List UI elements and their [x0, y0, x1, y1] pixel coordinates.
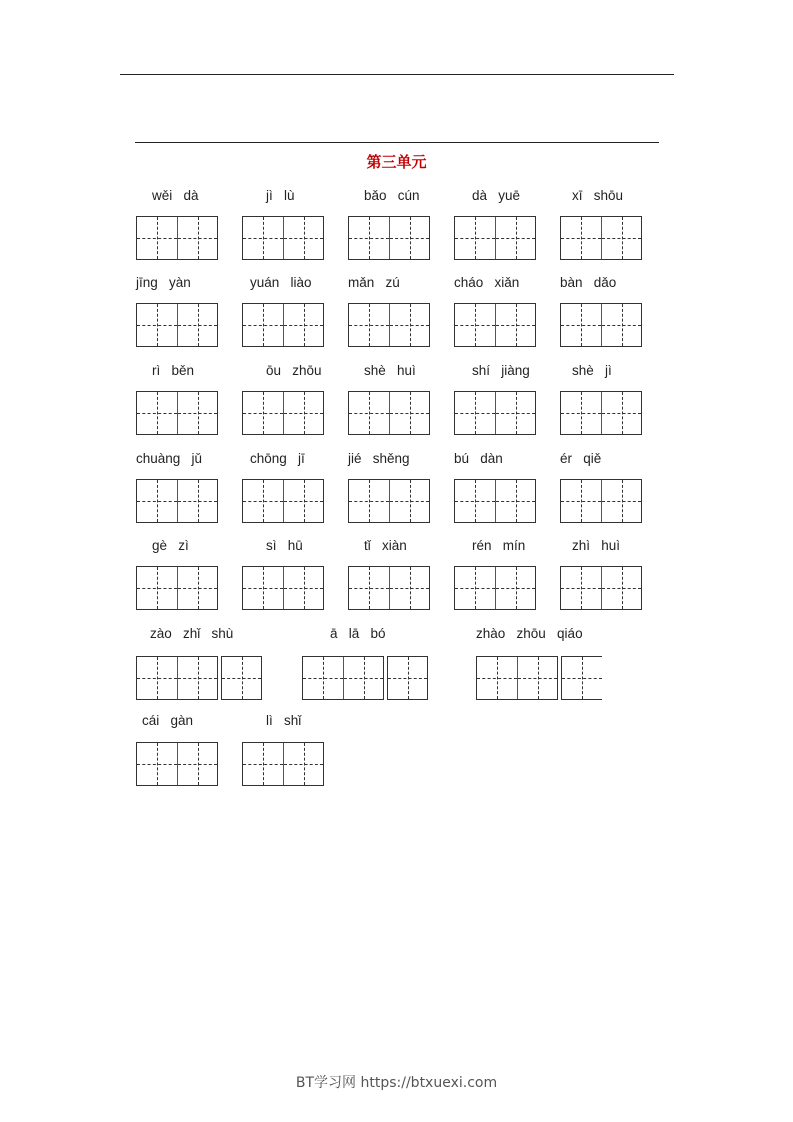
writing-cell[interactable]	[495, 304, 535, 346]
writing-grid-box[interactable]	[348, 216, 430, 260]
writing-cell[interactable]	[601, 480, 641, 522]
writing-cell[interactable]	[561, 392, 601, 434]
writing-cell[interactable]	[349, 392, 389, 434]
writing-cell[interactable]	[389, 480, 429, 522]
writing-grid-box[interactable]	[242, 303, 324, 347]
writing-cell[interactable]	[137, 304, 177, 346]
pinyin-label: zhì huì	[572, 538, 621, 553]
writing-grid-box[interactable]	[136, 566, 218, 610]
writing-cell[interactable]	[455, 304, 495, 346]
writing-cell[interactable]	[283, 304, 323, 346]
writing-cell[interactable]	[388, 657, 427, 699]
writing-grid-box[interactable]	[136, 391, 218, 435]
writing-cell[interactable]	[177, 567, 217, 609]
writing-cell[interactable]	[177, 392, 217, 434]
writing-grid-box[interactable]	[302, 656, 384, 700]
writing-cell[interactable]	[495, 392, 535, 434]
writing-grid-box[interactable]	[348, 391, 430, 435]
pinyin-label: bú dàn	[454, 451, 503, 466]
writing-cell[interactable]	[283, 392, 323, 434]
writing-cell[interactable]	[243, 567, 283, 609]
writing-cell[interactable]	[477, 657, 517, 699]
unit-title: 第三单元	[366, 153, 427, 171]
writing-grid-box[interactable]	[560, 303, 642, 347]
pinyin-label: zhào zhōu qiáo	[476, 626, 583, 641]
writing-grid-box[interactable]	[387, 656, 428, 700]
pinyin-label: zào zhǐ shù	[150, 626, 234, 641]
pinyin-label: tǐ xiàn	[364, 538, 407, 553]
writing-cell[interactable]	[561, 480, 601, 522]
pinyin-label: chuàng jǔ	[136, 451, 203, 466]
writing-grid-box[interactable]	[476, 656, 558, 700]
writing-grid-box[interactable]	[560, 216, 642, 260]
pinyin-label: cháo xiǎn	[454, 275, 520, 290]
pinyin-label: rì běn	[152, 363, 195, 378]
writing-grid-box[interactable]	[242, 479, 324, 523]
writing-cell[interactable]	[389, 304, 429, 346]
writing-grid-box[interactable]	[454, 216, 536, 260]
pinyin-label: jīng yàn	[136, 275, 191, 290]
section-rule	[135, 142, 659, 143]
writing-cell[interactable]	[243, 480, 283, 522]
writing-grid-box[interactable]	[242, 216, 324, 260]
writing-cell[interactable]	[455, 217, 495, 259]
writing-cell[interactable]	[495, 480, 535, 522]
writing-cell[interactable]	[455, 392, 495, 434]
writing-grid-box[interactable]	[348, 566, 430, 610]
writing-cell[interactable]	[455, 567, 495, 609]
writing-grid-box[interactable]	[136, 303, 218, 347]
writing-cell[interactable]	[243, 392, 283, 434]
writing-cell[interactable]	[601, 392, 641, 434]
pinyin-label: gè zì	[152, 538, 189, 553]
writing-cell[interactable]	[343, 657, 383, 699]
writing-cell[interactable]	[601, 217, 641, 259]
pinyin-label: mǎn zú	[348, 275, 400, 290]
writing-cell[interactable]	[177, 217, 217, 259]
pinyin-label: shí jiàng	[472, 363, 530, 378]
writing-grid-box[interactable]	[242, 391, 324, 435]
pinyin-label: bǎo cún	[364, 188, 420, 203]
writing-cell[interactable]	[495, 567, 535, 609]
pinyin-label: ér qiě	[560, 451, 602, 466]
writing-cell[interactable]	[283, 743, 323, 785]
pinyin-label: rén mín	[472, 538, 526, 553]
writing-cell[interactable]	[562, 657, 602, 699]
pinyin-label: wěi dà	[152, 188, 199, 203]
pinyin-label: sì hū	[266, 538, 303, 553]
writing-cell[interactable]	[349, 567, 389, 609]
pinyin-label: cái gàn	[142, 713, 194, 728]
writing-cell[interactable]	[137, 657, 177, 699]
writing-grid-box[interactable]	[560, 479, 642, 523]
writing-cell[interactable]	[177, 304, 217, 346]
writing-cell[interactable]	[303, 657, 343, 699]
writing-cell[interactable]	[561, 217, 601, 259]
writing-cell[interactable]	[177, 480, 217, 522]
header-rule	[120, 74, 674, 75]
writing-cell[interactable]	[561, 567, 601, 609]
pinyin-label: lì shǐ	[266, 713, 302, 728]
pinyin-label: jì lù	[266, 188, 295, 203]
writing-cell[interactable]	[349, 304, 389, 346]
writing-cell[interactable]	[389, 392, 429, 434]
writing-cell[interactable]	[349, 480, 389, 522]
writing-cell[interactable]	[601, 567, 641, 609]
writing-cell[interactable]	[349, 217, 389, 259]
pinyin-label: ā lā bó	[330, 626, 386, 641]
pinyin-label: bàn dǎo	[560, 275, 617, 290]
pinyin-label: ōu zhōu	[266, 363, 322, 378]
writing-cell[interactable]	[177, 743, 217, 785]
writing-cell[interactable]	[283, 567, 323, 609]
writing-grid-box[interactable]	[454, 391, 536, 435]
writing-grid-box[interactable]	[136, 656, 218, 700]
writing-cell[interactable]	[455, 480, 495, 522]
writing-cell[interactable]	[561, 304, 601, 346]
writing-grid-box[interactable]	[454, 479, 536, 523]
footer-watermark: BT学习网 https://btxuexi.com	[295, 1075, 498, 1091]
writing-grid-box[interactable]	[454, 303, 536, 347]
writing-cell[interactable]	[243, 743, 283, 785]
writing-cell[interactable]	[495, 217, 535, 259]
writing-cell[interactable]	[177, 657, 217, 699]
writing-cell[interactable]	[283, 480, 323, 522]
writing-cell[interactable]	[222, 657, 261, 699]
pinyin-label: xī shōu	[572, 188, 624, 203]
writing-cell[interactable]	[389, 217, 429, 259]
writing-cell[interactable]	[243, 217, 283, 259]
pinyin-label: chōng jī	[250, 451, 305, 466]
writing-grid-box[interactable]	[136, 479, 218, 523]
writing-grid-box[interactable]	[242, 742, 324, 786]
writing-grid-box[interactable]	[560, 566, 642, 610]
pinyin-label: dà yuē	[472, 188, 521, 203]
writing-grid-box[interactable]	[136, 216, 218, 260]
writing-grid-box[interactable]	[221, 656, 262, 700]
writing-cell[interactable]	[601, 304, 641, 346]
writing-cell[interactable]	[243, 304, 283, 346]
pinyin-label: yuán liào	[250, 275, 312, 290]
writing-grid-box[interactable]	[560, 391, 642, 435]
pinyin-label: shè huì	[364, 363, 416, 378]
writing-grid-box[interactable]	[348, 479, 430, 523]
writing-cell[interactable]	[137, 743, 177, 785]
writing-cell[interactable]	[517, 657, 557, 699]
writing-grid-box[interactable]	[136, 742, 218, 786]
writing-cell[interactable]	[137, 567, 177, 609]
writing-grid-box[interactable]	[561, 656, 602, 700]
pinyin-label: jié shěng	[348, 451, 410, 466]
writing-grid-box[interactable]	[454, 566, 536, 610]
pinyin-label: shè jì	[572, 363, 612, 378]
writing-cell[interactable]	[137, 392, 177, 434]
writing-cell[interactable]	[389, 567, 429, 609]
writing-grid-box[interactable]	[348, 303, 430, 347]
writing-grid-box[interactable]	[242, 566, 324, 610]
writing-cell[interactable]	[137, 217, 177, 259]
writing-cell[interactable]	[137, 480, 177, 522]
writing-cell[interactable]	[283, 217, 323, 259]
